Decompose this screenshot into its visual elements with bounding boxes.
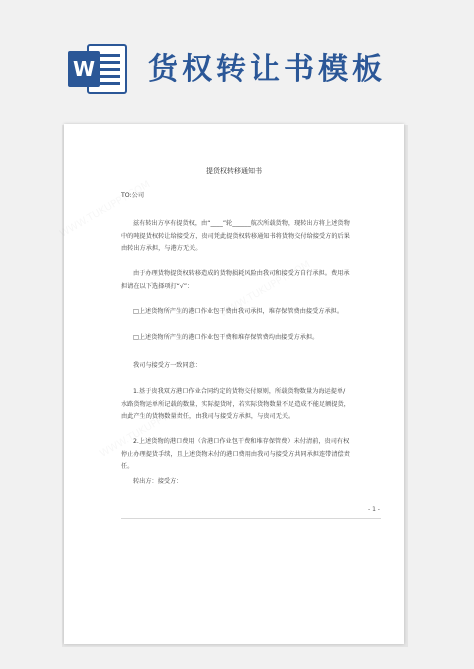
paragraph-transfer: 兹有转出方享有提货权，由“____”轮______航次所载货物，现转出方将上述货物中的吨提货权转让给接受方，贵司凭此提货权转移通知书将货物交付给接受方的后果由转出方承担，与港方无关。: [121, 220, 350, 252]
clause-2: 2.上述货物的港口费用（含港口作业包干费和堆存保管费）未付清前，贵司有权停止办理提货手续，且上述货物未付的港口费用由我司与接受方共同承担连带清偿责任。: [121, 438, 350, 470]
option-checkbox-1: □上述货物所产生的港口作业包干费由我司承担，堆存保管费由接受方承担。: [133, 308, 344, 315]
word-document-icon: [66, 42, 128, 96]
clause-1: 1.基于贵我双方港口作业合同约定的货物交付原则，所载货物数量为海运提单/水路货物运单所记载的数量，实际提货时，若实际货物数量不足造成不能足额提货，由此产生的货物数量责任，由我司与接受方承担，与贵司无关。: [121, 388, 350, 420]
document-page: [64, 124, 404, 644]
signature-line: 转出方：接受方：: [133, 478, 183, 485]
document-title: 提货权转移通知书: [206, 167, 262, 175]
page-number: - 1 -: [368, 506, 380, 513]
page-title: 货权转让书模板: [148, 52, 386, 87]
addressee-line: TO:公司: [121, 192, 145, 199]
svg-text:W: W: [72, 57, 96, 81]
option-checkbox-2: □上述货物所产生的港口作业包干费和堆存保管费均由接受方承担。: [133, 334, 319, 341]
banner-header: [0, 0, 474, 118]
page-divider: [121, 518, 381, 519]
agreement-heading: 我司与接受方一致同意：: [133, 362, 202, 369]
paragraph-risk: 由于办理货物提货权转移造成的货物损耗风险由我司和接受方自行承担。费用承担请在以下选择项打“√”：: [121, 270, 350, 290]
